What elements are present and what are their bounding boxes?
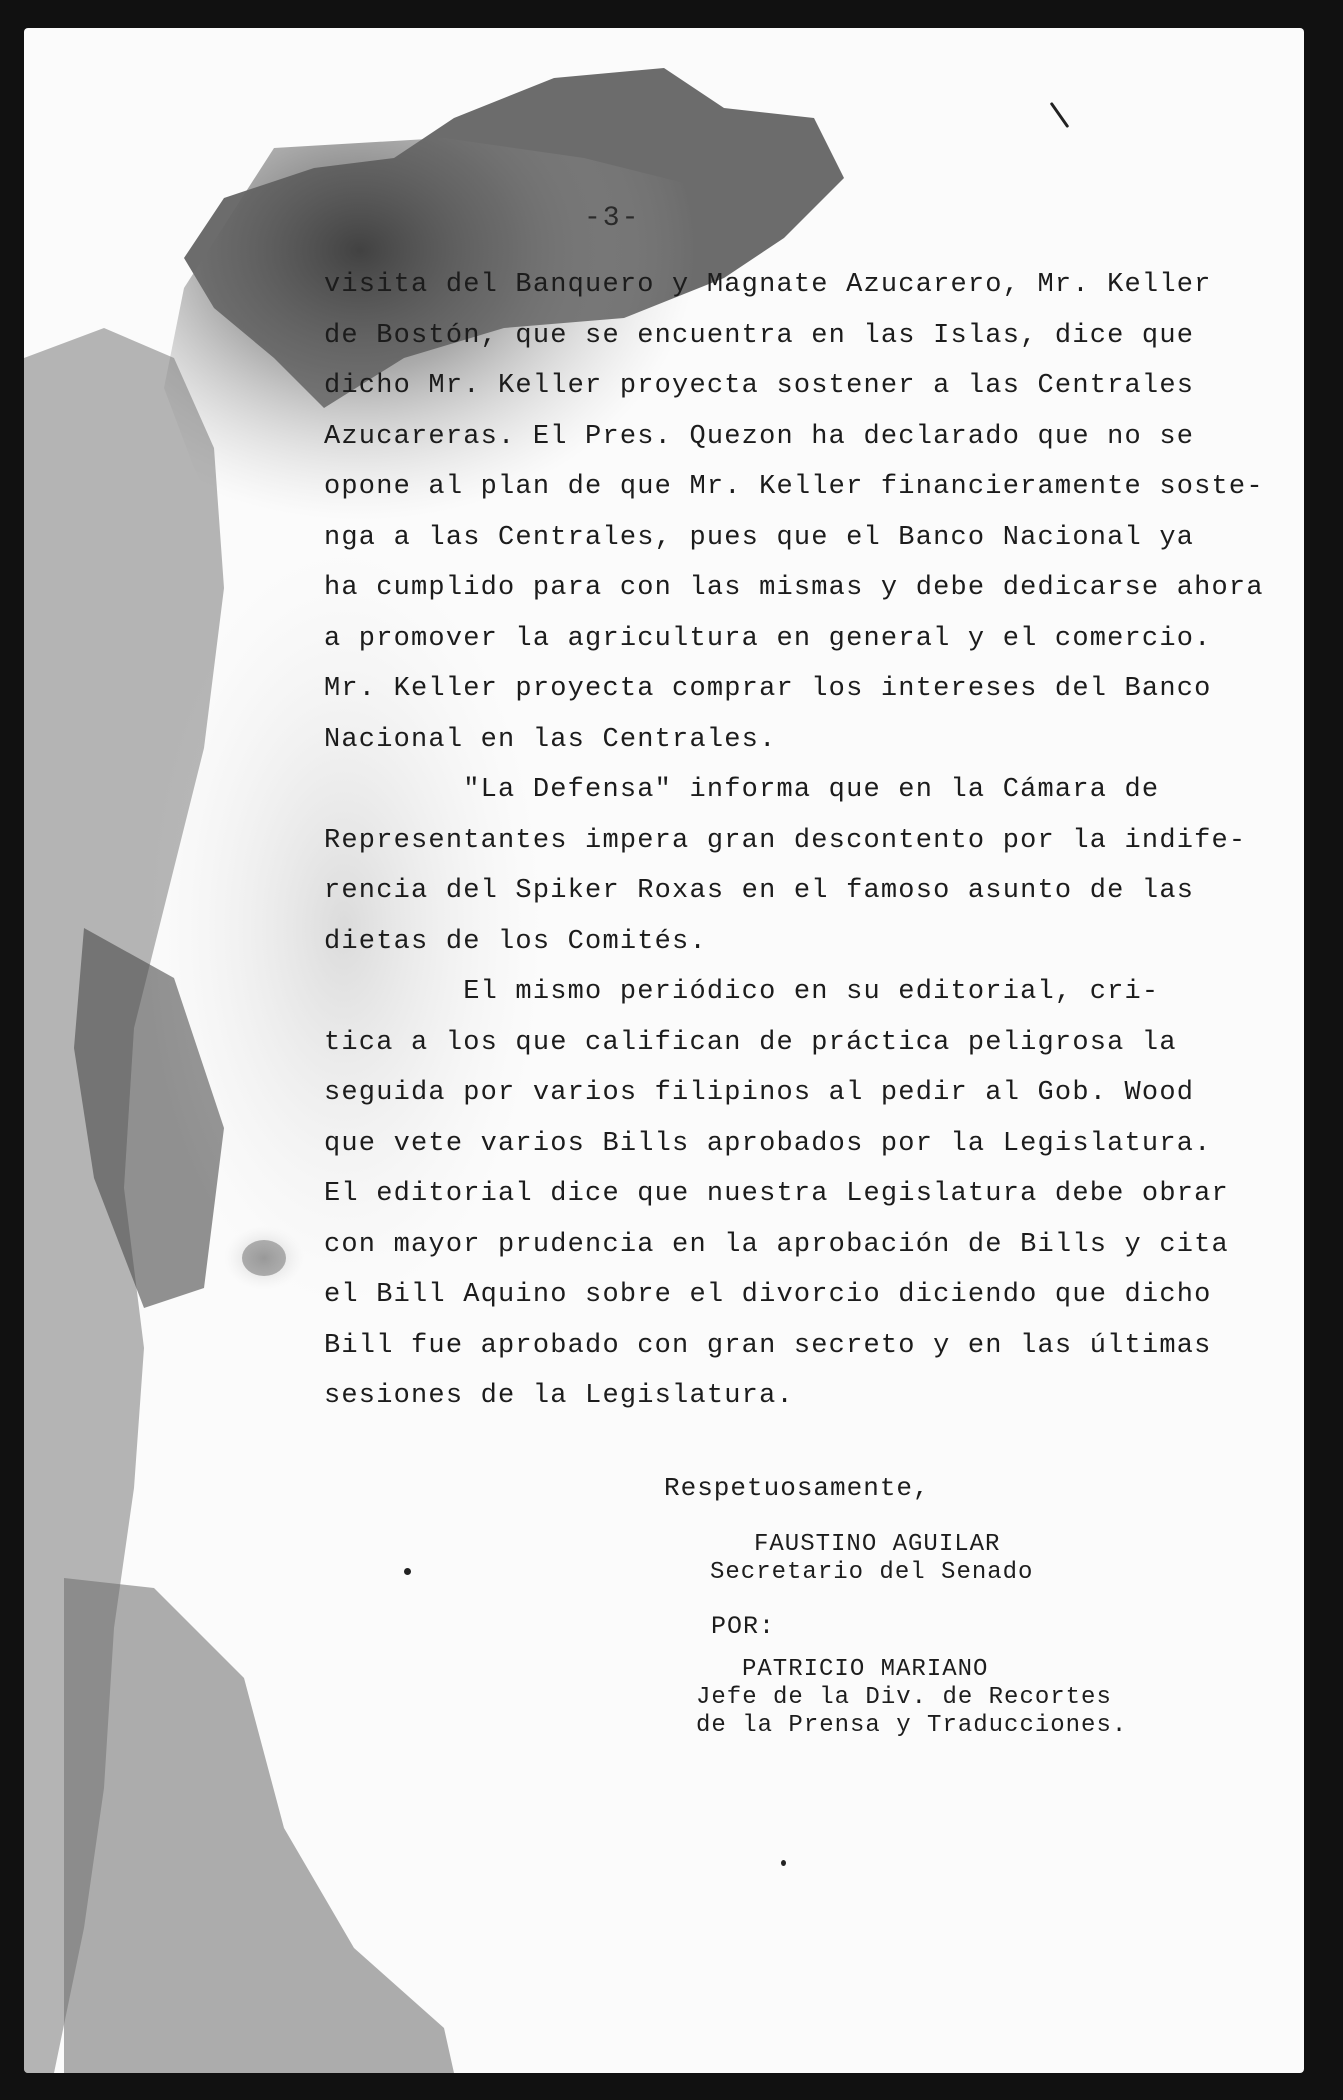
body-line: visita del Banquero y Magnate Azucarero, Mr. Keller — [324, 270, 1212, 300]
signatory-name: PATRICIO MARIANO — [742, 1656, 989, 1683]
signatory-title: Secretario del Senado — [710, 1559, 1034, 1586]
body-line: Azucareras. El Pres. Quezon ha declarado que no se — [324, 421, 1195, 452]
body-line: dicho Mr. Keller proyecta sostener a las Centrales — [324, 371, 1195, 401]
body-line: Mr. Keller proyecta comprar los intereses del Banco — [324, 674, 1212, 704]
body-line: dietas de los Comités. — [324, 926, 707, 957]
signatory-title: Jefe de la Div. de Recortes — [696, 1684, 1112, 1711]
letter-body — [324, 260, 1264, 1422]
body-line: seguida por varios filipinos al pedir al Gob. Wood — [324, 1078, 1195, 1108]
body-line: a promover la agricultura en general y el comercio. — [324, 623, 1212, 654]
body-line: tica a los que califican de práctica peligrosa la — [324, 1027, 1177, 1058]
body-line: El mismo periódico en su editorial, cri- — [324, 977, 1160, 1007]
closing-salutation: Respetuosamente, — [664, 1473, 930, 1503]
body-line: "La Defensa" informa que en la Cámara de — [324, 775, 1160, 805]
signatory-title: de la Prensa y Traducciones. — [696, 1712, 1128, 1739]
ink-speck — [781, 1860, 786, 1866]
body-line: Representantes impera gran descontento por la indife- — [324, 825, 1247, 856]
body-line: con mayor prudencia en la aprobación de Bills y cita — [324, 1229, 1229, 1260]
por-label: POR: — [711, 1612, 776, 1641]
body-line: rencia del Spiker Roxas en el famoso asunto de las — [324, 876, 1195, 906]
page-number: -3- — [584, 203, 641, 234]
signatory-name: FAUSTINO AGUILAR — [754, 1531, 1001, 1558]
body-line: Bill fue aprobado con gran secreto y en las últimas — [324, 1330, 1212, 1361]
body-line: que vete varios Bills aprobados por la Legislatura. — [324, 1128, 1212, 1159]
body-line: ha cumplido para con las mismas y debe dedicarse ahora — [324, 573, 1264, 603]
body-line: sesiones de la Legislatura. — [324, 1381, 794, 1411]
body-line: El editorial dice que nuestra Legislatura debe obrar — [324, 1179, 1229, 1209]
body-line: de Bostón, que se encuentra en las Islas, dice que — [324, 320, 1195, 351]
body-line: opone al plan de que Mr. Keller financieramente soste- — [324, 472, 1264, 502]
ink-speck — [404, 1568, 411, 1575]
document-page — [24, 28, 1304, 2073]
body-line: Nacional en las Centrales. — [324, 724, 777, 755]
body-line: el Bill Aquino sobre el divorcio diciendo que dicho — [324, 1280, 1212, 1310]
body-line: nga a las Centrales, pues que el Banco Nacional ya — [324, 522, 1195, 553]
